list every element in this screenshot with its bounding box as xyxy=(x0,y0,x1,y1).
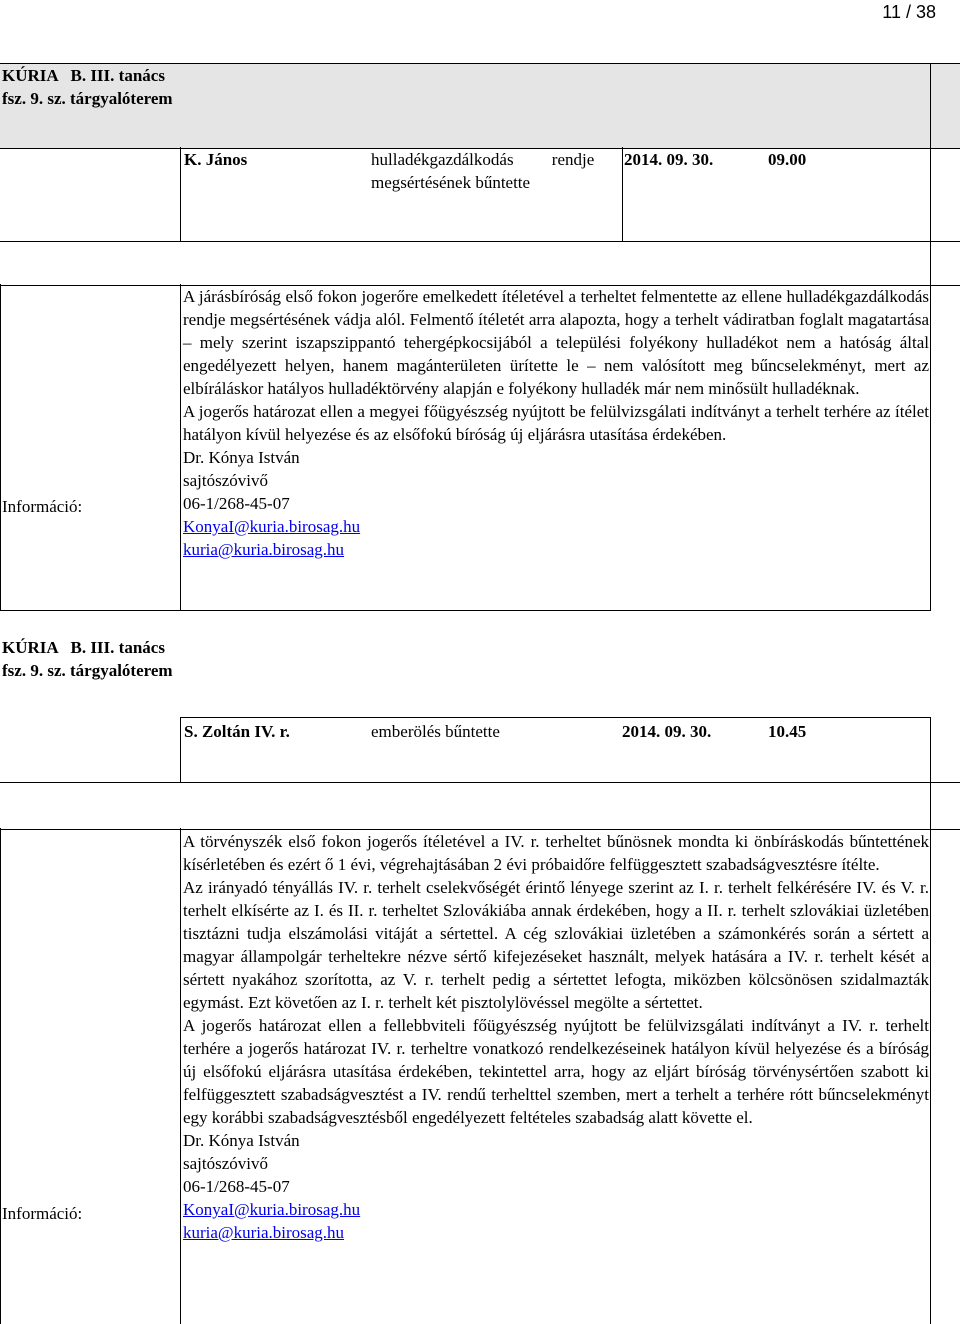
offense-line-1: hulladékgazdálkodás rendje xyxy=(371,150,595,169)
hearing-time: 09.00 xyxy=(768,150,807,169)
contact-phone: 06-1/268-45-07 xyxy=(183,1177,290,1196)
header-divider xyxy=(930,63,931,147)
case-row xyxy=(180,717,931,782)
case-row-right-border xyxy=(930,147,931,242)
info-label-cell xyxy=(0,828,1,1324)
offense-line-2: megsértésének bűntette xyxy=(371,173,531,192)
court-name: KÚRIA B. III. tanács xyxy=(2,66,165,85)
court-name: KÚRIA B. III. tanács xyxy=(2,638,165,657)
section-1-court-header xyxy=(2,64,173,110)
contact-role: sajtószóvivő xyxy=(183,1154,268,1173)
paragraph: Az irányadó tényállás IV. r. terhelt cselekvőségét érintő lényege szerint az I. r. terhelt felkérésére IV. és V. r. terhelt elkísérte az I. és II. r. terheltet Szlovákiába annak érdekében, hogy a II. r. terhelt szlovákiai üzletében tisztázni tudja elszámolási vitáját a sértettel. A cég szlovákiai üzletében a számonkérés során a sértett a magyar állampolgár terheltekre nézve sértő kifejezéseket használt, melyek hatására a IV. r. terhelt kését a sértett nyakához szorította, az V. r. terhelt pedig a sértettet lefogta, miközben kölcsönösen szidalmazták egymást. Ezt követően az I. r. terhelt két pisztolylövéssel megölte a sértettet. xyxy=(183,878,929,1012)
contact-name: Dr. Kónya István xyxy=(183,448,300,467)
spacer-row xyxy=(0,241,960,286)
info-label: Információ: xyxy=(2,497,83,516)
info-text xyxy=(183,830,929,1244)
contact-email-link[interactable]: kuria@kuria.birosag.hu xyxy=(183,1223,345,1242)
defendant-name: K. János xyxy=(184,150,248,169)
press-contact xyxy=(183,1129,929,1244)
offense xyxy=(371,148,621,194)
page-number: 11 / 38 xyxy=(882,2,936,22)
contact-role: sajtószóvivő xyxy=(183,471,268,490)
spacer-row-divider xyxy=(930,241,931,284)
spacer-row xyxy=(0,782,960,830)
paragraph: A járásbíróság első fokon jogerőre emelkedett ítéletével a terheltet felmentette az ellene hulladékgazdálkodás rendje megsértésének vádja alól. Felmentő ítéletét arra alapozta, hogy a terhelt vádiratban foglalt magatartása – mely szerint iszapszippantó tehergépkocsijából a települési folyékony hulladékot nem a hatóság által engedélyezett helyen, hanem magánterületen ürítette le – nem valósított meg bűncselekményt, mert az elbíráláskor hatályos hulladéktörvény alapján e folyékony hulladék már nem minősült hulladéknak. xyxy=(183,287,929,398)
spacer-row-divider xyxy=(930,782,931,828)
paragraph: A törvényszék első fokon jogerős ítéletével a IV. r. terheltet bűnösnek mondta ki önbíráskodás bűntettének kísérletében és ezért ő 1 évi, végrehajtásában 2 évi próbaidőre felfüggesztett szabadságvesztésre ítélte. xyxy=(183,832,929,874)
contact-phone: 06-1/268-45-07 xyxy=(183,494,290,513)
press-contact xyxy=(183,446,929,561)
info-label-cell xyxy=(0,284,180,611)
section-2-court-header xyxy=(2,636,173,682)
info-text xyxy=(183,285,929,561)
room-name: fsz. 9. sz. tárgyalóterem xyxy=(2,661,173,680)
contact-email-link[interactable]: KonyaI@kuria.birosag.hu xyxy=(183,517,361,536)
case-row-left-border xyxy=(180,147,181,242)
case-row-divider xyxy=(622,147,623,242)
contact-name: Dr. Kónya István xyxy=(183,1131,300,1150)
room-name: fsz. 9. sz. tárgyalóterem xyxy=(2,89,173,108)
contact-email-link[interactable]: KonyaI@kuria.birosag.hu xyxy=(183,1200,361,1219)
info-label: Információ: xyxy=(2,1204,83,1223)
defendant-name: S. Zoltán IV. r. xyxy=(184,722,290,741)
paragraph: A jogerős határozat ellen a fellebbviteli főügyészség nyújtott be felülvizsgálati indítványt a IV. r. terhelt terhére a jogerős határozat IV. r. terheltre vonatkozó rendelkezéseinek hatályon kívül helyezése és a bíróság új elsőfokú eljárásra utasítása érdekében, tekintettel arra, hogy az eljárt bíróság törvénysértően szabott ki felfüggesztett szabadságvesztést a IV. rendű terhelttel szemben, mert a terhelt a terhére rótt bűncselekményt egy korábbi szabadságvesztésből engedélyezett feltételes szabadság alatt követte el. xyxy=(183,1016,929,1127)
hearing-date: 2014. 09. 30. xyxy=(624,150,714,169)
offense-line-1: emberölés bűntette xyxy=(371,722,500,741)
offense xyxy=(371,720,500,743)
contact-email-link[interactable]: kuria@kuria.birosag.hu xyxy=(183,540,345,559)
paragraph: A jogerős határozat ellen a megyei főügyészség nyújtott be felülvizsgálati indítványt a terhelt terhére az ítélet hatályon kívül helyezése és az elsőfokú bíróság új eljárásra utasítása érdekében. xyxy=(183,402,929,444)
hearing-time: 10.45 xyxy=(768,722,807,741)
case-row-right-border xyxy=(930,717,931,782)
hearing-date: 2014. 09. 30. xyxy=(622,722,712,741)
